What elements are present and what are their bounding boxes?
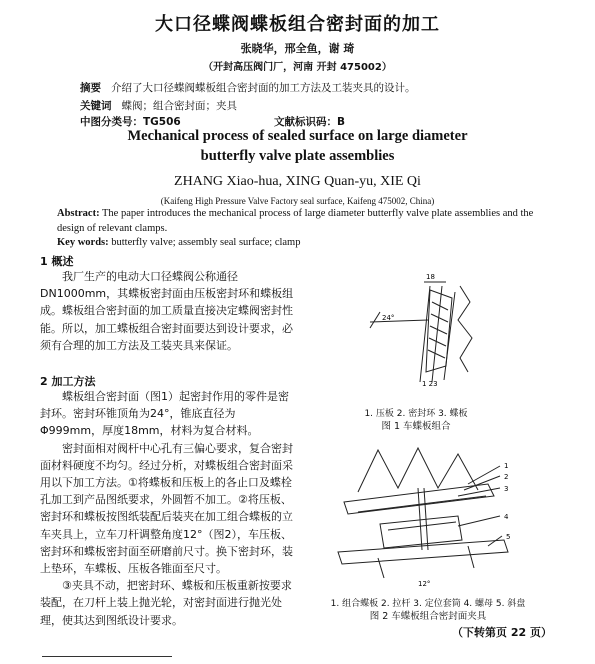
fig2-break-line bbox=[358, 448, 478, 492]
section-2-paragraph-1: 蝶板组合密封面（图1）起密封作用的零件是密封环。密封环锥顶角为24°，锥底直径为Φ999mm，厚度18mm，材料为复合材料。 bbox=[40, 390, 289, 438]
fig1-label: 18 bbox=[426, 273, 435, 281]
fig2-leader bbox=[458, 516, 500, 526]
clc-value: TG506 bbox=[143, 116, 181, 128]
paper-title: 大口径蝶阀蝶板组合密封面的加工 bbox=[155, 14, 440, 35]
abstract-label: 摘要 bbox=[80, 82, 101, 94]
doc-code bbox=[274, 114, 345, 129]
figure-2-drawing bbox=[318, 440, 523, 590]
en-keywords-text: butterfly valve; assembly seal surface; clamp bbox=[111, 237, 301, 248]
figure-1-drawing bbox=[360, 262, 490, 388]
en-keywords-label: Key words: bbox=[57, 237, 109, 248]
en-title-line1: Mechanical process of sealed surface on large diameter bbox=[127, 128, 468, 144]
affiliation: （开封高压阀门厂，河南 开封 475002） bbox=[203, 62, 392, 73]
en-affiliation: (Kaifeng High Pressure Valve Factory seal surface, Kaifeng 475002, China) bbox=[160, 196, 435, 206]
section-1-paragraph: 我厂生产的电动大口径蝶阀公称通径DN1000mm，其蝶板密封面由压板密封环和蝶板组成。蝶板组合密封面的加工质量直接决定蝶阀密封性能。所以，加工蝶板组合密封面要达到设计要求，必须有合理的加工方法及工装夹具来保证。 bbox=[40, 270, 294, 352]
figure-1-caption-items: 1. 压板 2. 密封环 3. 蝶板 bbox=[364, 409, 468, 419]
keywords-cn bbox=[80, 98, 237, 113]
doc-code-label: 文献标识码： bbox=[274, 116, 337, 128]
fig1-cone-line bbox=[444, 292, 455, 380]
footnote-rule bbox=[42, 656, 172, 657]
fig2-label: 2 bbox=[504, 473, 509, 481]
clc bbox=[80, 114, 181, 129]
fig2-label: 1 bbox=[504, 462, 509, 470]
fig1-leader bbox=[370, 320, 428, 322]
section-2-paragraph-2: 密封面相对阀杆中心孔有三偏心要求，复合密封面材料硬度不均匀。经过分析，对蝶板组合密封面采用以下加工方法。①将蝶板和压板上的各止口及蝶栓孔加工到产品图纸要求，外圆暂不加工。②将压板、密封环和蝶板按图纸装配后装夹在加工组合蝶板的立车夹具上，立车刀杆调整角度12°（图2），车压板、密封环和蝶板密封面至研磨前尺寸。换下密封环，装上垫环，车蝶板、压板各锥面至尺寸。 bbox=[40, 441, 293, 576]
section-1-heading: 1 概述 bbox=[40, 255, 74, 268]
fig2-label: 4 bbox=[504, 513, 509, 521]
abstract-text: 介绍了大口径蝶阀蝶板组合密封面的加工方法及工装夹具的设计。 bbox=[111, 82, 416, 94]
figure-1-caption: 图 1 车蝶板组合 bbox=[381, 421, 451, 432]
en-keywords bbox=[57, 237, 300, 248]
en-authors: ZHANG Xiao-hua, XING Quan-yu, XIE Qi bbox=[174, 174, 421, 189]
fig2-leader bbox=[468, 466, 500, 484]
keywords-text: 蝶阀；组合密封面；夹具 bbox=[121, 100, 238, 112]
clc-label: 中图分类号： bbox=[80, 116, 143, 128]
section-2-heading: 2 加工方法 bbox=[40, 375, 96, 388]
fig2-rod bbox=[418, 488, 422, 550]
fig1-plate-body bbox=[426, 290, 452, 372]
authors: 张晓华，邢全鱼，谢 琦 bbox=[240, 42, 355, 55]
section-2-paragraph-3: ③夹具不动，把密封环、蝶板和压板重新按要求装配，在刀杆上装上抛光轮，对密封面进行抛光处理，使其达到图纸设计要求。 bbox=[40, 579, 292, 627]
abstract-cn bbox=[80, 80, 560, 95]
section-1-body bbox=[40, 268, 296, 354]
fig2-label: 3 bbox=[504, 485, 509, 493]
figure-2-caption: 图 2 车蝶板组合密封面夹具 bbox=[369, 611, 487, 622]
continuation-note: （下转第页 22 页） bbox=[452, 626, 552, 639]
keywords-label: 关键词 bbox=[80, 100, 112, 112]
section-2-body bbox=[40, 388, 296, 629]
fig1-cone-line bbox=[420, 286, 430, 382]
en-abstract-text: The paper introduces the mechanical process of large diameter butterfly valve plate assemblies and the design of relevant clamps. bbox=[57, 208, 534, 234]
fig1-label: 24° bbox=[382, 314, 395, 322]
doc-code-value: B bbox=[337, 116, 346, 128]
figure-2-caption-items: 1. 组合蝶板 2. 拉杆 3. 定位套筒 4. 螺母 5. 斜盘 bbox=[330, 599, 526, 609]
fig1-break-line bbox=[458, 286, 472, 372]
fig2-label: 5 bbox=[506, 533, 511, 541]
en-abstract bbox=[57, 206, 537, 236]
fig2-label: 12° bbox=[418, 580, 431, 588]
fig1-label: 1 23 bbox=[422, 380, 438, 388]
en-abstract-label: Abstract: bbox=[57, 208, 100, 219]
en-title-line2: butterfly valve plate assemblies bbox=[200, 148, 395, 164]
